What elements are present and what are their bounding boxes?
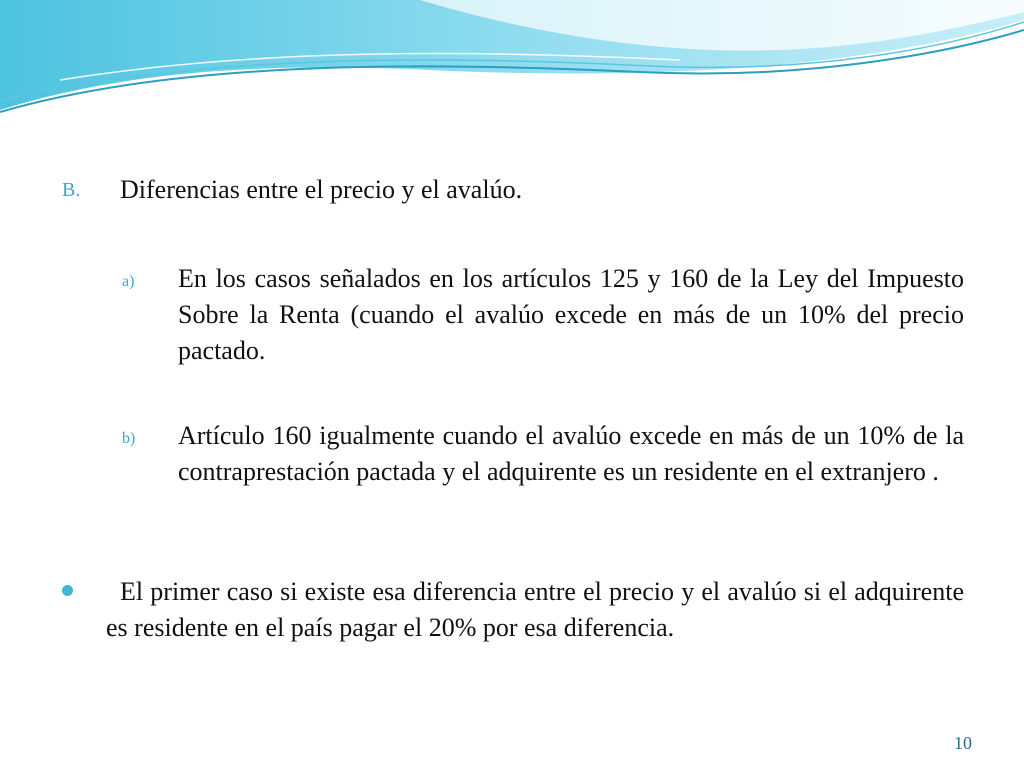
list-item-marker: b) xyxy=(122,430,136,447)
list-item-text: En los casos señalados en los artículos 125 y 160 de la Ley del Impuesto Sobre la Renta (cuando el avalúo excede en más de un 10% del precio pactado. xyxy=(178,264,964,365)
heading-text: Diferencias entre el precio y el avalúo. xyxy=(120,175,523,204)
heading-marker: B. xyxy=(62,179,81,201)
list-item-marker: a) xyxy=(122,273,135,290)
bullet-text: El primer caso si existe esa diferencia entre el precio y el avalúo si el adquirente es residente en el país pagar el 20% por esa diferencia. xyxy=(106,577,964,642)
page-number: 10 xyxy=(954,733,972,753)
bullet-dot-icon xyxy=(62,585,73,596)
list-item-text: Artículo 160 igualmente cuando el avalúo excede en más de un 10% de la contraprestación pactada y el adquirente es un residente en el extranjero . xyxy=(178,421,964,486)
